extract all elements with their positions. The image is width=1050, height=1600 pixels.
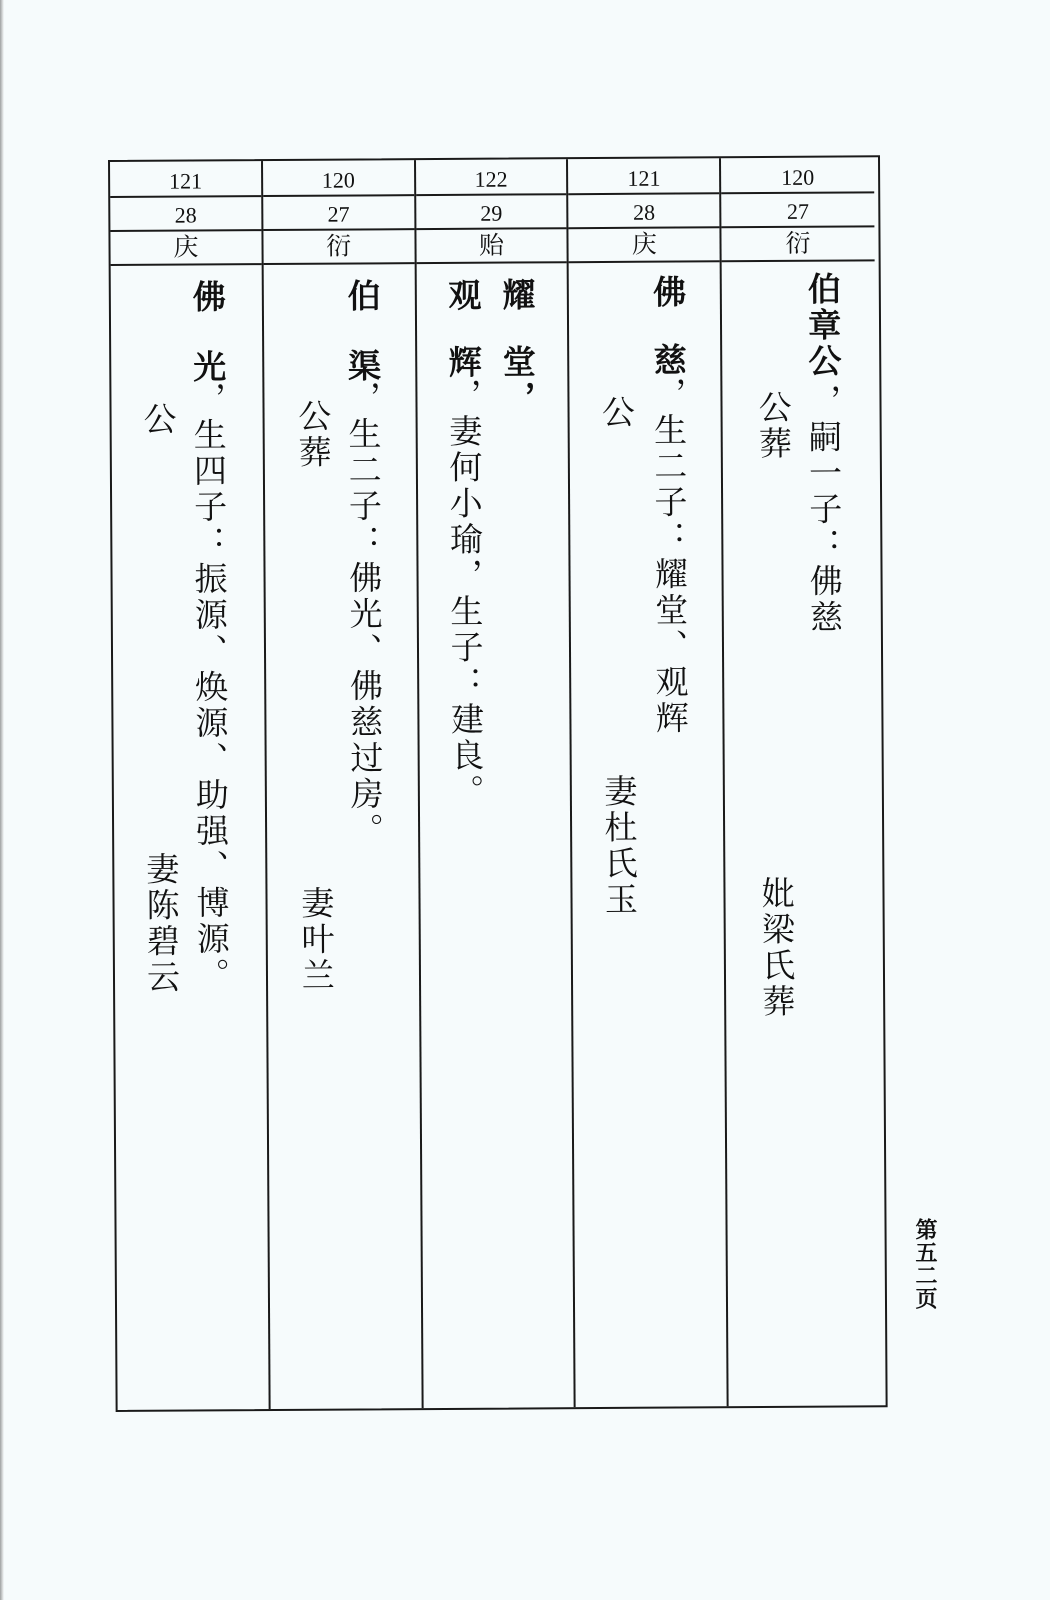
generation-character: 庆 [110, 231, 261, 266]
generation-character: 贻 [416, 229, 567, 264]
person-record: ，嗣一子：佛慈 [803, 383, 845, 636]
generation-index: 28 [569, 194, 720, 229]
generation-number: 122 [416, 159, 567, 196]
person-name-second: 慈 [648, 342, 688, 379]
generation-index: 28 [110, 197, 261, 232]
wife-note: 妣梁氏葬 [756, 875, 797, 1021]
person-name: 佛 [648, 274, 688, 311]
table-column [263, 160, 423, 1409]
generation-index: 27 [721, 193, 874, 228]
person-name: 佛 [187, 279, 227, 316]
generation-number: 120 [263, 160, 414, 197]
page-edge-shadow [0, 0, 4, 1600]
person-name: 观 [443, 277, 483, 314]
table-column [110, 161, 270, 1410]
generation-character: 庆 [569, 228, 720, 263]
generation-number: 121 [568, 158, 719, 195]
person-name: 伯章公 [802, 271, 843, 380]
table-column [416, 159, 576, 1408]
burial-note: 公 [138, 401, 178, 438]
generation-character: 衍 [263, 230, 414, 265]
person-name: 耀 [497, 277, 537, 314]
generation-number: 120 [721, 157, 874, 194]
generation-index: 27 [263, 196, 414, 231]
generation-index: 29 [416, 195, 567, 230]
person-name-second: 光 [188, 349, 228, 386]
wife-note: 妻杜氏玉 [599, 773, 640, 919]
wife-note: 妻陈碧云 [141, 851, 182, 996]
person-record: ，生二子：佛光、佛慈过房。 [343, 380, 386, 849]
generation-character: 衍 [722, 227, 875, 262]
person-name-second: 堂， [497, 344, 538, 417]
person-record: ，生四子：振源、焕源、助强、博源。 [188, 381, 232, 994]
person-record: ，生二子：耀堂、观辉 [648, 376, 690, 737]
genealogy-table [108, 155, 888, 1412]
person-name-second: 渠 [342, 348, 383, 385]
person-record: ，妻何小瑜，生子：建良。 [443, 377, 486, 810]
table-column [721, 157, 881, 1406]
burial-note: 公葬 [753, 389, 794, 463]
person-name-second: 辉 [443, 344, 483, 381]
page-number: 第五二页 [912, 1218, 938, 1310]
burial-note: 公葬 [293, 398, 333, 471]
person-name: 伯 [342, 278, 382, 315]
generation-number: 121 [110, 161, 261, 198]
burial-note: 公 [596, 394, 637, 432]
wife-note: 妻叶兰 [296, 885, 336, 994]
table-column [568, 158, 728, 1407]
